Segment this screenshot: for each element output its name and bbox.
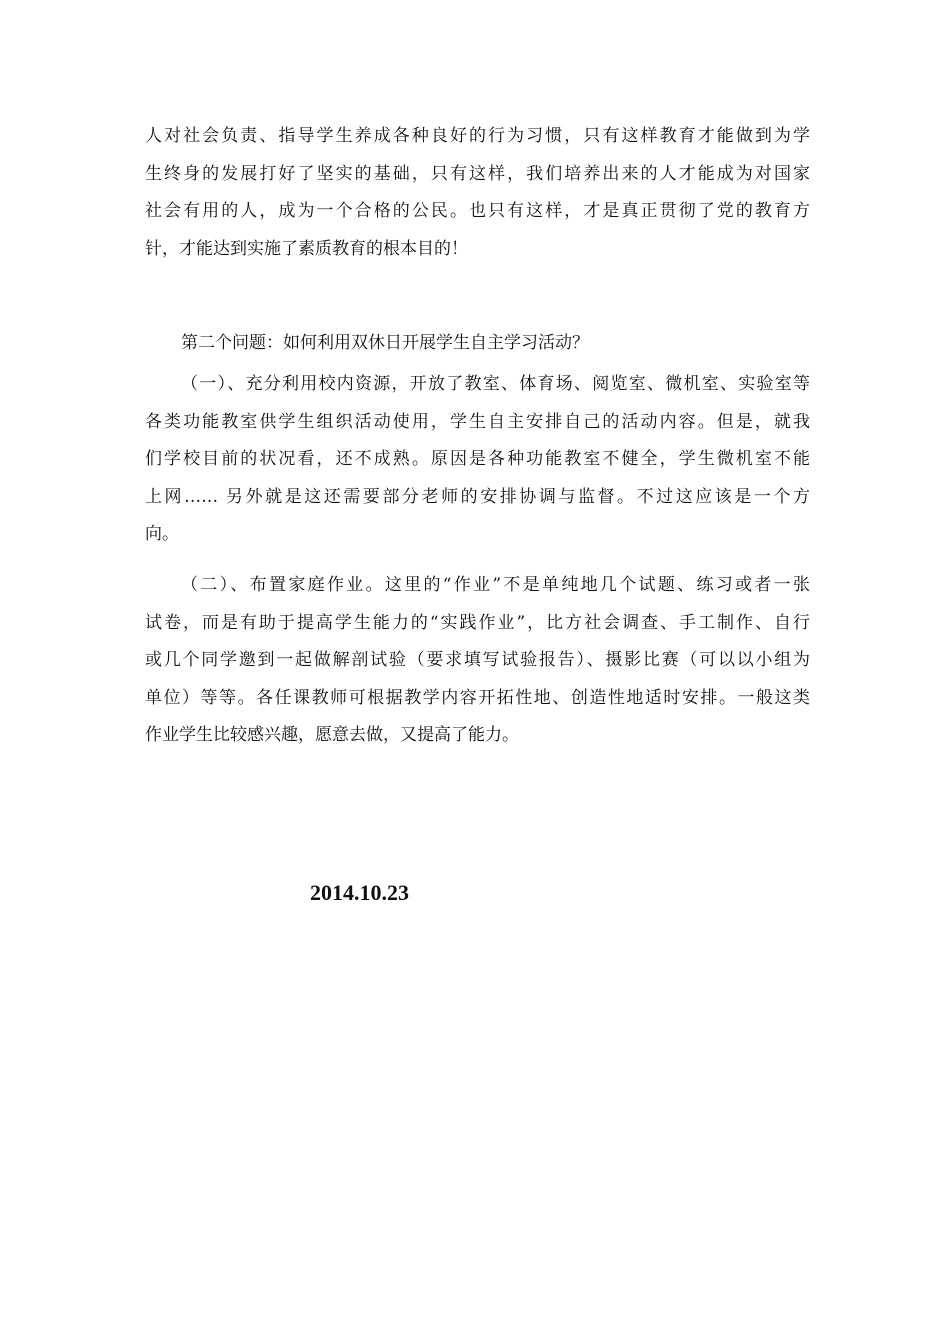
paragraph-line: 单位）等等。各任课教师可根据教学内容开拓性地、创造性地适时安排。一般这类 (145, 687, 810, 708)
paragraph-line: 人对社会负责、指导学生养成各种良好的行为习惯，只有这样教育才能做到为学 (145, 126, 810, 146)
paragraph-line: 或几个同学邀到一起做解剖试验（要求填写试验报告）、摄影比赛（可以以小组为 (145, 650, 810, 670)
paragraph-line: （二）、布置家庭作业。这里的“作业”不是单纯地几个试题、练习或者一张 (181, 575, 810, 595)
paragraph-line: 们学校目前的状况看，还不成熟。原因是各种功能教室不健全，学生微机室不能 (145, 449, 810, 469)
paragraph-line: （一）、充分利用校内资源，开放了教室、体育场、阅览室、微机室、实验室等 (181, 374, 810, 394)
paragraph-line: 生终身的发展打好了坚实的基础，只有这样，我们培养出来的人才能成为对国家 (145, 163, 810, 184)
paragraph-line: 各类功能教室供学生组织活动使用，学生自主安排自己的活动内容。但是，就我 (145, 411, 810, 432)
paragraph-line: 针，才能达到实施了素质教育的根本目的！ (145, 238, 468, 259)
section-heading-text: 第二个问题：如何利用双休日开展学生自主学习活动？ (181, 333, 589, 353)
document-date: 2014.10.23 (310, 880, 409, 905)
paragraph-homework (145, 567, 810, 755)
section-heading (145, 325, 810, 363)
paragraph-line: 试卷，而是有助于提高学生能力的“实践作业”，比方社会调查、手工制作、自行 (145, 612, 810, 633)
paragraph-line: 作业学生比较感兴趣，愿意去做，又提高了能力。 (145, 725, 519, 745)
paragraph-line: 向。 (145, 524, 179, 544)
paragraph-line: 上网…… 另外就是这还需要部分老师的安排协调与监督。不过这应该是一个方 (145, 486, 810, 507)
paragraph-resources (145, 366, 810, 554)
intro-paragraph (145, 118, 810, 268)
paragraph-line: 社会有用的人，成为一个合格的公民。也只有这样，才是真正贯彻了党的教育方 (145, 201, 810, 221)
